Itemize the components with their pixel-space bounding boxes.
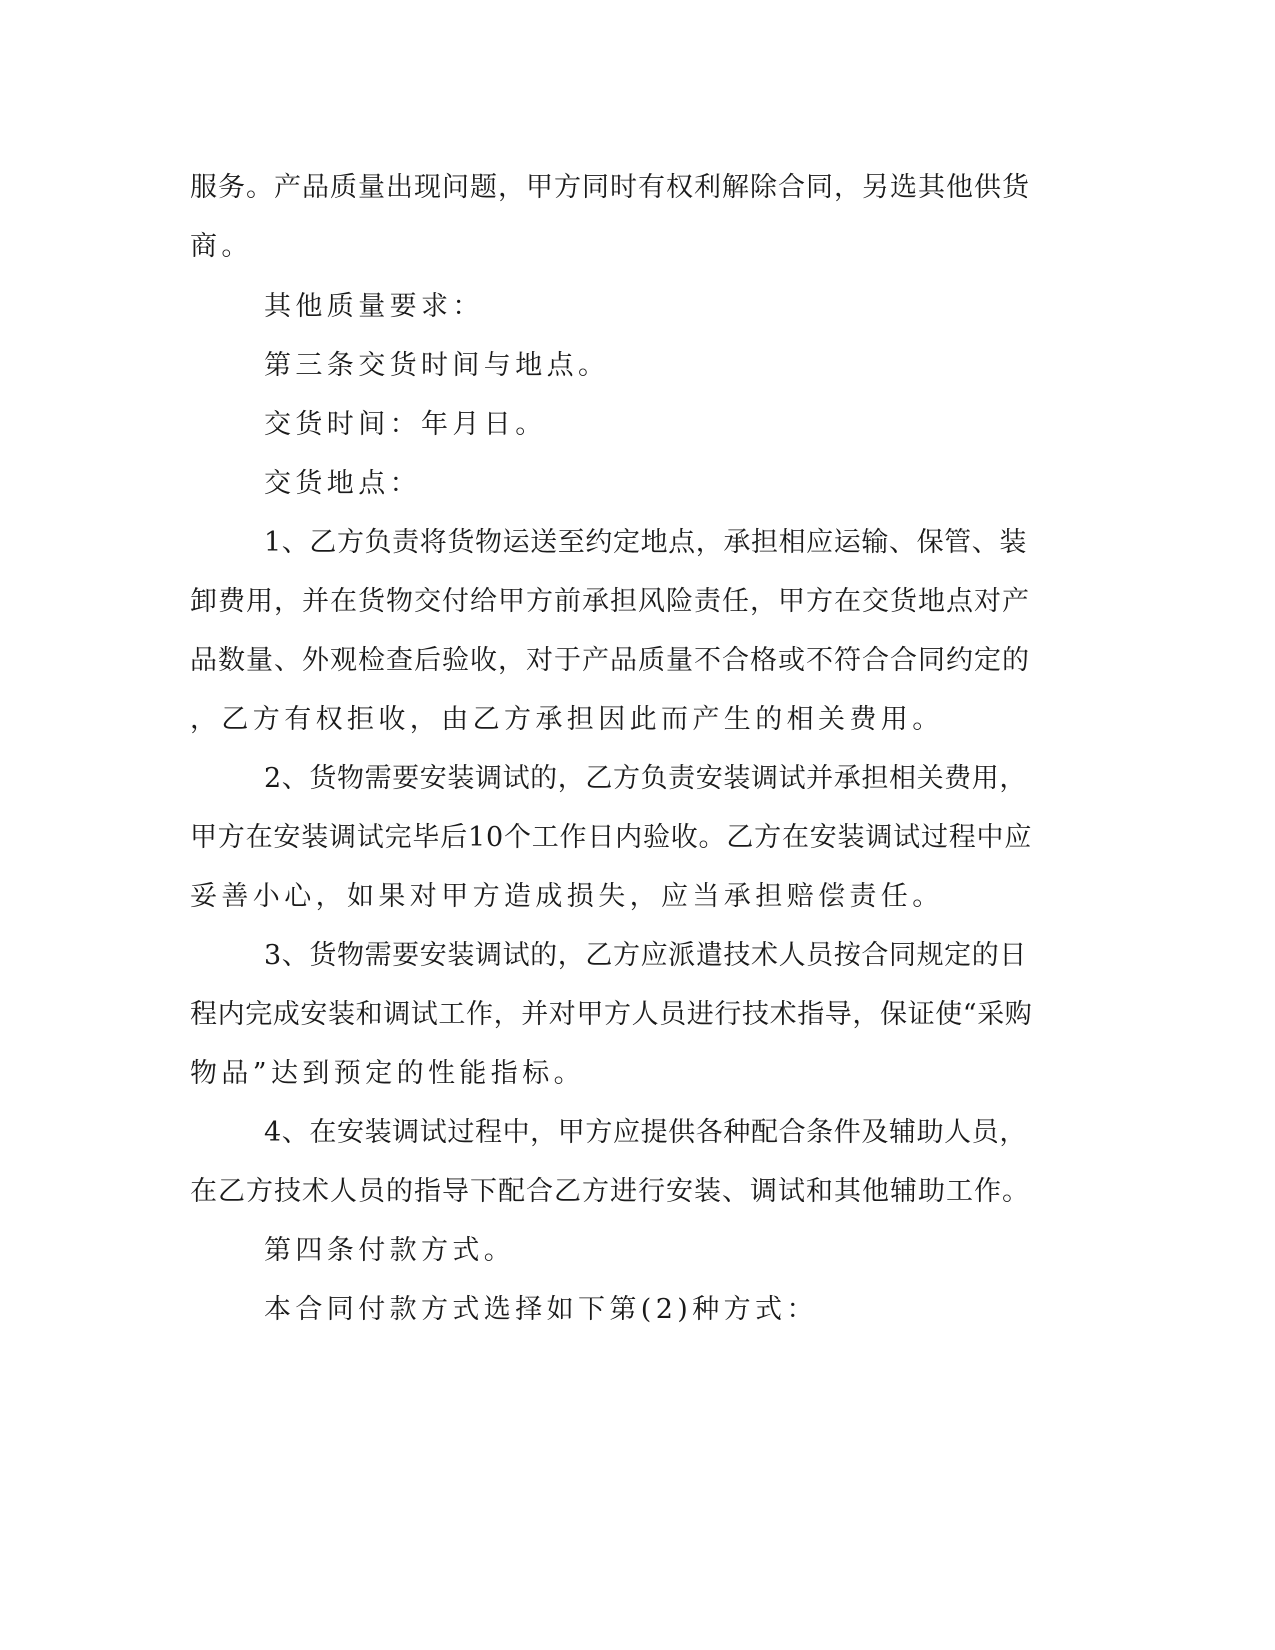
text-line-15: 程内完成安装和调试工作，并对甲方人员进行技术指导，保证使“采购 xyxy=(190,999,1033,1030)
text-line-3: 其他质量要求： xyxy=(264,291,484,322)
text-line-7: 1、乙方负责将货物运送至约定地点，承担相应运输、保管、装 xyxy=(264,527,1027,558)
text-line-12: 甲方在安装调试完毕后10个工作日内验收。乙方在安装调试过程中应 xyxy=(190,822,1033,853)
text-line-5: 交货时间：年月日。 xyxy=(264,409,547,440)
text-line-17: 4、在安装调试过程中，甲方应提供各种配合条件及辅助人员， xyxy=(264,1117,1027,1148)
text-line-13: 妥善小心，如果对甲方造成损失，应当承担赔偿责任。 xyxy=(190,881,944,912)
text-line-4: 第三条交货时间与地点。 xyxy=(264,350,610,381)
text-line-20: 本合同付款方式选择如下第(2)种方式： xyxy=(264,1294,818,1325)
text-line-8: 卸费用，并在货物交付给甲方前承担风险责任，甲方在交货地点对产 xyxy=(190,586,1030,617)
text-line-11: 2、货物需要安装调试的，乙方负责安装调试并承担相关费用， xyxy=(264,763,1027,794)
text-line-2: 商。 xyxy=(190,231,253,262)
text-line-9: 品数量、外观检查后验收，对于产品质量不合格或不符合合同约定的 xyxy=(190,645,1030,676)
text-line-14: 3、货物需要安装调试的，乙方应派遣技术人员按合同规定的日 xyxy=(264,940,1027,971)
text-line-16: 物品”达到预定的性能指标。 xyxy=(190,1058,586,1089)
text-line-19: 第四条付款方式。 xyxy=(264,1235,516,1266)
text-line-18: 在乙方技术人员的指导下配合乙方进行安装、调试和其他辅助工作。 xyxy=(190,1176,1030,1207)
text-line-1: 服务。产品质量出现问题，甲方同时有权利解除合同，另选其他供货 xyxy=(190,172,1030,203)
text-line-6: 交货地点： xyxy=(264,468,421,499)
text-line-10: ，乙方有权拒收，由乙方承担因此而产生的相关费用。 xyxy=(190,704,944,735)
